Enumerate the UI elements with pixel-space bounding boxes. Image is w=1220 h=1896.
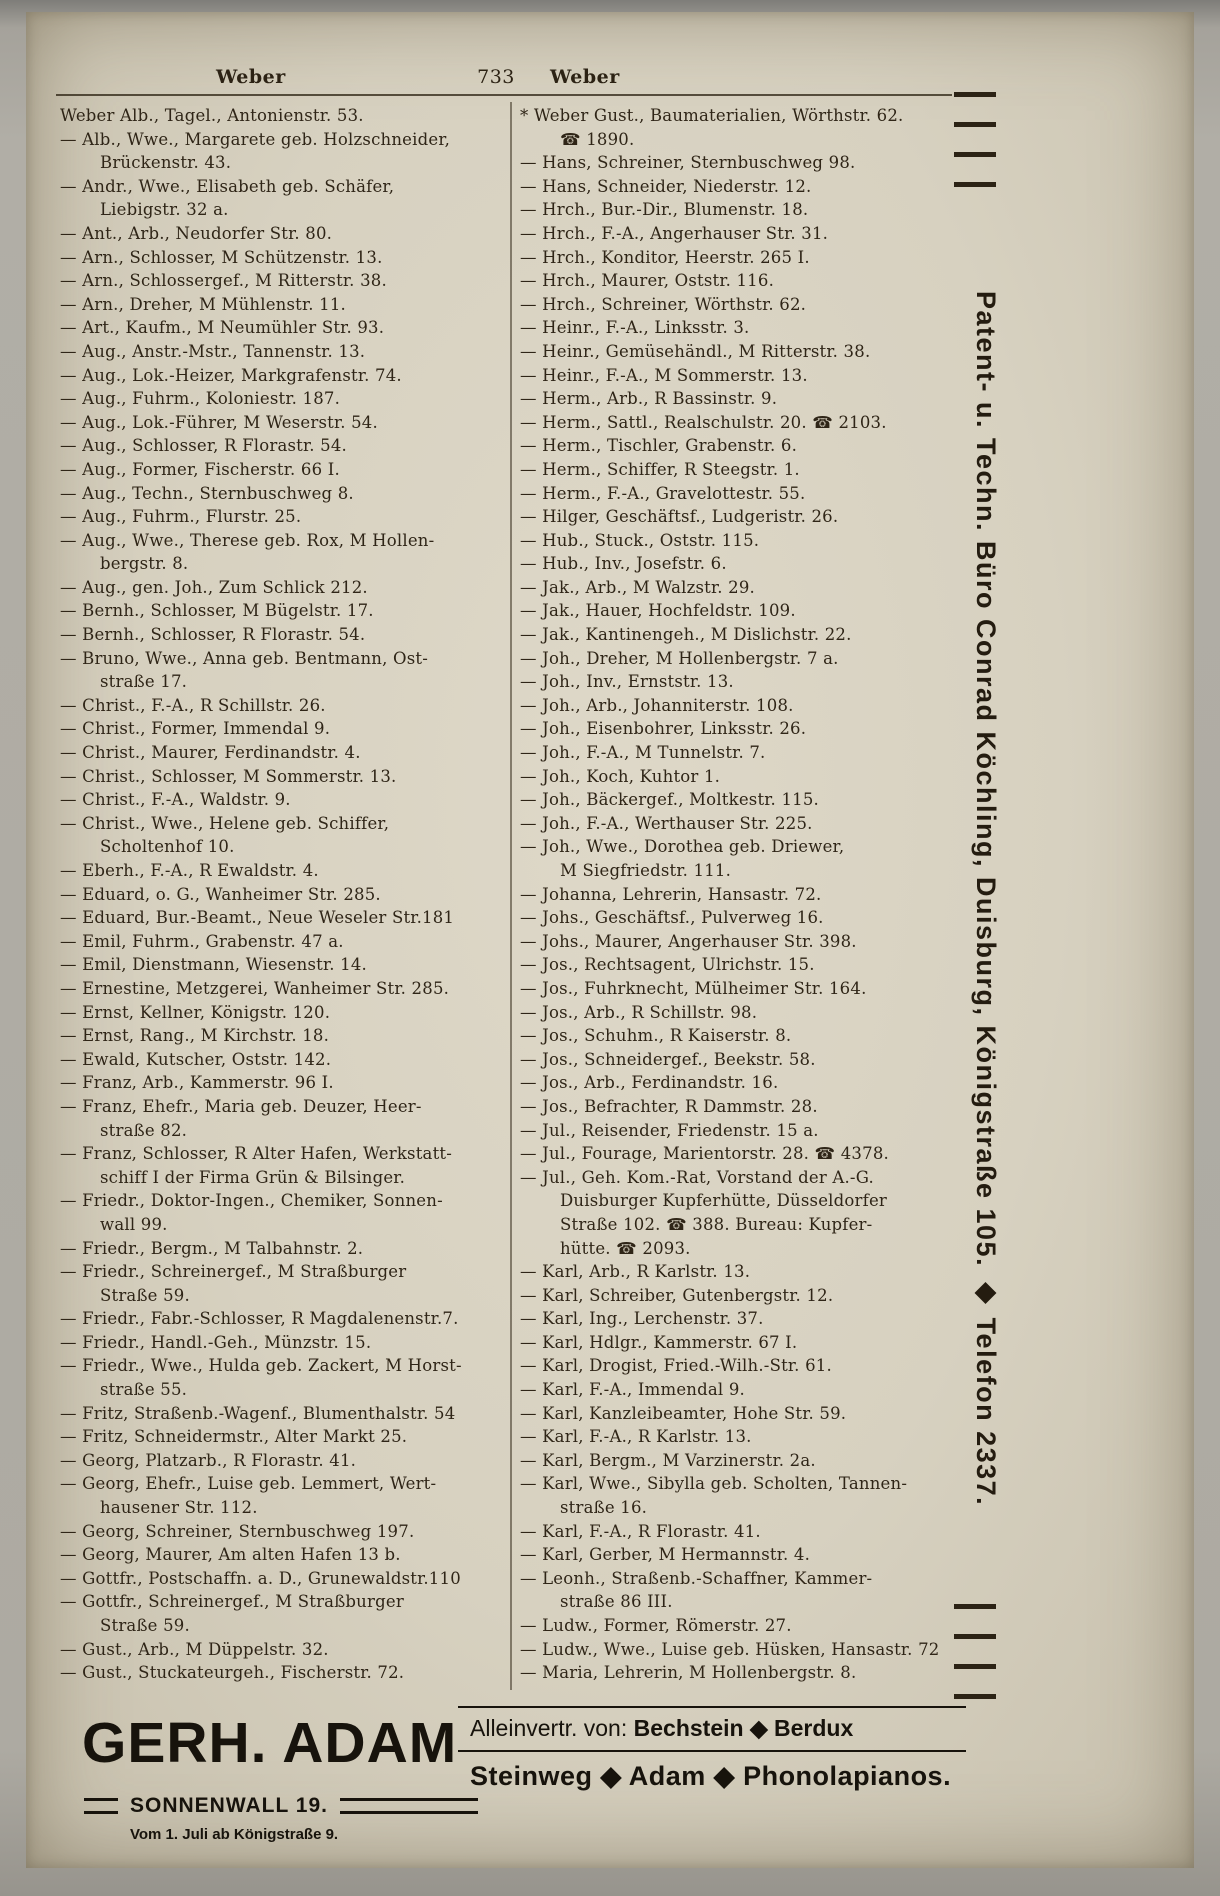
directory-entry-line: — Arn., Schlosser, M Schützenstr. 13.	[60, 247, 383, 267]
directory-entry-line: hütte. ☎ 2093.	[560, 1238, 691, 1258]
directory-entry-line: — Eduard, o. G., Wanheimer Str. 285.	[60, 884, 381, 904]
directory-entry-line: — Aug., Lok.-Heizer, Markgrafenstr. 74.	[60, 365, 402, 385]
directory-entry-line: — Andr., Wwe., Elisabeth geb. Schäfer,	[60, 176, 395, 196]
directory-entry-line: — Eberh., F.-A., R Ewaldstr. 4.	[60, 861, 319, 880]
directory-entry-line: — Joh., F.-A., Werthauser Str. 225.	[520, 813, 813, 833]
bottom-ad-products-line: Steinweg ◆ Adam ◆ Phonolapianos.	[470, 1761, 952, 1791]
directory-entry-line: — Heinr., F.-A., M Sommerstr. 13.	[520, 365, 808, 385]
directory-entry-line: — Friedr., Doktor-Ingen., Chemiker, Sonnen-	[60, 1191, 443, 1211]
directory-entry-line: — Hilger, Geschäftsf., Ludgeristr. 26.	[520, 507, 839, 527]
directory-entry-line: wall 99.	[100, 1214, 168, 1234]
directory-entry-line: — Georg, Schreiner, Sternbuschweg 197.	[60, 1521, 415, 1541]
directory-entry-line: — Joh., Bäckergef., Moltkestr. 115.	[520, 790, 819, 810]
directory-entry-line: — Friedr., Schreinergef., M Straßburger	[60, 1262, 407, 1282]
directory-entry-line: — Franz, Arb., Kammerstr. 96 I.	[60, 1073, 334, 1093]
directory-entry-line: straße 55.	[100, 1380, 188, 1400]
directory-entry-line: — Karl, Hdlgr., Kammerstr. 67 I.	[520, 1332, 798, 1352]
directory-entry-line: — Karl, F.-A., R Karlstr. 13.	[520, 1427, 752, 1447]
directory-entry-line: — Christ., F.-A., R Schillstr. 26.	[60, 695, 326, 715]
directory-entry-line: — Emil, Dienstmann, Wiesenstr. 14.	[60, 955, 367, 975]
column-divider-rule	[510, 102, 512, 1690]
directory-entry-line: straße 82.	[100, 1120, 188, 1140]
directory-entry-line: — Franz, Ehefr., Maria geb. Deuzer, Heer-	[60, 1096, 422, 1116]
directory-entry-line: — Friedr., Bergm., M Talbahnstr. 2.	[60, 1238, 364, 1258]
directory-entry-line: — Herm., F.-A., Gravelottestr. 55.	[520, 483, 806, 503]
directory-entry-line: — Jak., Kantinengeh., M Dislichstr. 22.	[520, 625, 852, 645]
directory-entry-line: — Gottfr., Postschaffn. a. D., Grunewaldstr.110	[60, 1568, 461, 1588]
directory-entry-line: — Ernst, Kellner, Königstr. 120.	[60, 1002, 331, 1022]
directory-entry-line: — Karl, Schreiber, Gutenbergstr. 12.	[520, 1285, 834, 1305]
directory-entry-line: — Aug., Wwe., Therese geb. Rox, M Hollen-	[60, 530, 435, 550]
directory-entry-line: — Jos., Schuhm., R Kaiserstr. 8.	[520, 1026, 792, 1046]
directory-entry-line: — Christ., Maurer, Ferdinandstr. 4.	[60, 743, 361, 763]
directory-entry-line: — Friedr., Wwe., Hulda geb. Zackert, M Horst-	[60, 1356, 462, 1376]
directory-entry-line: — Gust., Arb., M Düppelstr. 32.	[60, 1639, 329, 1659]
directory-entry-line: — Ewald, Kutscher, Oststr. 142.	[60, 1049, 332, 1069]
directory-entry-line: — Christ., Wwe., Helene geb. Schiffer,	[60, 813, 390, 833]
directory-entry-line: — Ludw., Wwe., Luise geb. Hüsken, Hansastr. 72	[520, 1639, 940, 1659]
directory-entry-line: ☎ 1890.	[560, 129, 635, 149]
bottom-ad-address-row	[84, 1794, 478, 1818]
directory-entry-line: hausener Str. 112.	[100, 1498, 258, 1518]
directory-entry-line: — Georg, Platzarb., R Florastr. 41.	[60, 1450, 357, 1470]
directory-entry-line: — Jos., Arb., Ferdinandstr. 16.	[520, 1073, 779, 1093]
directory-entry-line: — Herm., Tischler, Grabenstr. 6.	[520, 436, 798, 456]
directory-entry-line: — Aug., Anstr.-Mstr., Tannenstr. 13.	[60, 341, 366, 361]
directory-entry-line: — Jos., Befrachter, R Dammstr. 28.	[520, 1096, 818, 1116]
directory-entry-line: — Karl, Kanzleibeamter, Hohe Str. 59.	[520, 1403, 847, 1423]
directory-entry-line: Straße 59.	[100, 1616, 190, 1635]
directory-entry-line: Duisburger Kupferhütte, Düsseldorfer	[560, 1191, 887, 1211]
directory-entry-line: — Hub., Stuck., Oststr. 115.	[520, 530, 760, 550]
directory-entry-line: — Johs., Geschäftsf., Pulverweg 16.	[520, 908, 824, 928]
directory-entry-line: — Karl, F.-A., Immendal 9.	[520, 1380, 745, 1400]
directory-entry-line: — Arn., Dreher, M Mühlenstr. 11.	[60, 294, 347, 314]
directory-entry-line: — Hans, Schneider, Niederstr. 12.	[520, 176, 812, 196]
directory-entry-line: — Joh., Wwe., Dorothea geb. Driewer,	[520, 837, 845, 857]
directory-entry-line: — Joh., Dreher, M Hollenbergstr. 7 a.	[520, 648, 839, 668]
directory-entry-line: — Ludw., Former, Römerstr. 27.	[520, 1616, 792, 1635]
directory-column-right	[520, 104, 954, 1685]
directory-entry-line: — Friedr., Fabr.-Schlosser, R Magdalenenstr.7.	[60, 1309, 459, 1329]
directory-entry-line: Straße 59.	[100, 1285, 190, 1305]
double-rule-right	[340, 1798, 478, 1814]
directory-entry-line: — Karl, Arb., R Karlstr. 13.	[520, 1262, 751, 1282]
directory-entry-line: — Jul., Fourage, Marientorstr. 28. ☎ 4378.	[520, 1144, 889, 1164]
directory-entry-line: — Hrch., Schreiner, Wörthstr. 62.	[520, 294, 807, 314]
directory-entry-line: — Arn., Schlossergef., M Ritterstr. 38.	[60, 271, 387, 291]
directory-entry-line: — Jul., Reisender, Friedenstr. 15 a.	[520, 1120, 819, 1140]
directory-entry-line: Liebigstr. 32 a.	[100, 200, 229, 220]
directory-entry-line: straße 86 III.	[560, 1592, 673, 1612]
directory-entry-line: — Aug., Fuhrm., Flurstr. 25.	[60, 507, 302, 527]
directory-entry-line: — Aug., Former, Fischerstr. 66 I.	[60, 459, 340, 479]
directory-entry-line: — Ant., Arb., Neudorfer Str. 80.	[60, 223, 333, 243]
directory-entry-line: — Joh., F.-A., M Tunnelstr. 7.	[520, 743, 766, 763]
directory-entry-line: — Joh., Koch, Kuhtor 1.	[520, 766, 721, 786]
directory-entry-line: — Aug., Techn., Sternbuschweg 8.	[60, 483, 354, 503]
directory-entry-line: — Jos., Fuhrknecht, Mülheimer Str. 164.	[520, 978, 867, 998]
directory-entry-line: straße 16.	[560, 1498, 648, 1518]
vertical-margin-ad: Patent- u. Techn. Büro Conrad Köchling, Duisburg, Königstraße 105. ◆ Telefon 2337.	[971, 291, 1001, 1507]
directory-entry-line: — Hub., Inv., Josefstr. 6.	[520, 554, 727, 574]
directory-entry-line: — Ernestine, Metzgerei, Wanheimer Str. 285.	[60, 978, 450, 998]
directory-entry-line: — Art., Kaufm., M Neumühler Str. 93.	[60, 318, 385, 338]
directory-entry-line: — Aug., Fuhrm., Koloniestr. 187.	[60, 389, 341, 409]
directory-entry-line: — Karl, Wwe., Sibylla geb. Scholten, Tannen-	[520, 1474, 908, 1494]
directory-entry-line: * Weber Gust., Baumaterialien, Wörthstr. 62.	[520, 106, 904, 125]
directory-entry-line: — Christ., Former, Immendal 9.	[60, 719, 331, 739]
directory-entry-line: straße 17.	[100, 672, 188, 692]
directory-entry-line: — Jos., Rechtsagent, Ulrichstr. 15.	[520, 955, 815, 975]
ad-distributor-brands: Bechstein ◆ Berdux	[633, 1715, 854, 1741]
directory-entry-line: bergstr. 8.	[100, 554, 189, 574]
directory-entry-line: Brückenstr. 43.	[100, 153, 232, 173]
directory-entry-line: — Karl, F.-A., R Florastr. 41.	[520, 1521, 761, 1541]
directory-entry-line: — Franz, Schlosser, R Alter Hafen, Werkstatt-	[60, 1144, 453, 1164]
directory-entry-line: — Maria, Lehrerin, M Hollenbergstr. 8.	[520, 1663, 857, 1683]
header-rule	[56, 94, 952, 96]
directory-entry-line: — Hrch., Maurer, Oststr. 116.	[520, 271, 775, 291]
double-rule-left	[84, 1798, 118, 1814]
directory-entry-line: — Aug., gen. Joh., Zum Schlick 212.	[60, 577, 368, 597]
directory-entry-line: — Karl, Bergm., M Varzinerstr. 2a.	[520, 1450, 816, 1470]
header-catchword-left: Weber	[216, 66, 286, 88]
directory-entry-line: — Friedr., Handl.-Geh., Münzstr. 15.	[60, 1332, 372, 1352]
directory-entry-line: Weber Alb., Tagel., Antonienstr. 53.	[60, 106, 364, 125]
directory-entry-line: — Georg, Ehefr., Luise geb. Lemmert, Wert-	[60, 1474, 437, 1494]
directory-entry-line: — Alb., Wwe., Margarete geb. Holzschneider,	[60, 129, 451, 149]
directory-entry-line: — Jos., Schneidergef., Beekstr. 58.	[520, 1049, 816, 1069]
directory-entry-line: — Joh., Inv., Ernststr. 13.	[520, 672, 734, 692]
directory-entry-line: — Karl, Gerber, M Hermannstr. 4.	[520, 1545, 811, 1565]
directory-entry-line: Straße 102. ☎ 388. Bureau: Kupfer-	[560, 1214, 873, 1234]
paper-sheet	[26, 12, 1194, 1868]
directory-entry-line: — Christ., Schlosser, M Sommerstr. 13.	[60, 766, 397, 786]
directory-entry-line: — Fritz, Schneidermstr., Alter Markt 25.	[60, 1427, 408, 1447]
directory-entry-line: — Gust., Stuckateurgeh., Fischerstr. 72.	[60, 1663, 405, 1683]
directory-entry-line: — Hrch., F.-A., Angerhauser Str. 31.	[520, 223, 829, 243]
directory-entry-line: M Siegfriedstr. 111.	[560, 861, 732, 880]
directory-entry-line: — Hans, Schreiner, Sternbuschweg 98.	[520, 153, 856, 173]
directory-entry-line: — Ernst, Rang., M Kirchstr. 18.	[60, 1026, 330, 1046]
header-catchword-right: Weber	[550, 66, 620, 88]
bottom-ad-company-name: GERH. ADAM	[82, 1711, 458, 1775]
directory-entry-line: — Joh., Arb., Johanniterstr. 108.	[520, 695, 794, 715]
directory-entry-line: — Hrch., Konditor, Heerstr. 265 I.	[520, 247, 810, 267]
bottom-ad-distributor-line	[458, 1708, 966, 1750]
directory-entry-line: — Herm., Sattl., Realschulstr. 20. ☎ 2103.	[520, 412, 887, 432]
directory-entry-line: — Eduard, Bur.-Beamt., Neue Weseler Str.181	[60, 908, 455, 928]
directory-entry-line: — Bernh., Schlosser, M Bügelstr. 17.	[60, 601, 374, 621]
directory-entry-line: — Jul., Geh. Kom.-Rat, Vorstand der A.-G.	[520, 1167, 874, 1187]
directory-entry-line: — Heinr., F.-A., Linksstr. 3.	[520, 318, 750, 338]
directory-entry-line: — Jos., Arb., R Schillstr. 98.	[520, 1002, 758, 1022]
directory-entry-line: — Karl, Drogist, Fried.-Wilh.-Str. 61.	[520, 1356, 832, 1376]
bottom-ad-distributor-block	[458, 1706, 966, 1792]
page-number: 733	[477, 66, 515, 88]
directory-column-left	[60, 104, 508, 1685]
directory-entry-line: — Christ., F.-A., Waldstr. 9.	[60, 790, 291, 810]
directory-entry-line: — Bernh., Schlosser, R Florastr. 54.	[60, 625, 366, 645]
directory-entry-line: — Bruno, Wwe., Anna geb. Bentmann, Ost-	[60, 648, 429, 668]
directory-entry-line: — Karl, Ing., Lerchenstr. 37.	[520, 1309, 764, 1329]
directory-entry-line: Scholtenhof 10.	[100, 837, 235, 857]
directory-entry-line: — Heinr., Gemüsehändl., M Ritterstr. 38.	[520, 341, 871, 361]
directory-entry-line: — Jak., Arb., M Walzstr. 29.	[520, 577, 756, 597]
directory-entry-line: — Herm., Schiffer, R Steegstr. 1.	[520, 459, 800, 479]
bottom-ad-address: SONNENWALL 19.	[130, 1794, 328, 1817]
directory-entry-line: — Hrch., Bur.-Dir., Blumenstr. 18.	[520, 200, 809, 220]
directory-entry-line: — Johs., Maurer, Angerhauser Str. 398.	[520, 931, 857, 951]
bottom-ad-note: Vom 1. Juli ab Königstraße 9.	[130, 1826, 339, 1843]
directory-entry-line: — Aug., Lok.-Führer, M Weserstr. 54.	[60, 412, 378, 432]
directory-entry-line: schiff I der Firma Grün & Bilsinger.	[100, 1167, 406, 1187]
directory-entry-line: — Joh., Eisenbohrer, Linksstr. 26.	[520, 719, 807, 739]
directory-entry-line: — Leonh., Straßenb.-Schaffner, Kammer-	[520, 1568, 873, 1588]
directory-entry-line: — Georg, Maurer, Am alten Hafen 13 b.	[60, 1545, 401, 1565]
directory-entry-line: — Gottfr., Schreinergef., M Straßburger	[60, 1592, 404, 1612]
directory-entry-line: — Fritz, Straßenb.-Wagenf., Blumenthalstr. 54	[60, 1403, 456, 1423]
ad-distributor-prefix: Alleinvertr. von:	[470, 1715, 628, 1741]
directory-entry-line: — Emil, Fuhrm., Grabenstr. 47 a.	[60, 931, 344, 951]
directory-entry-line: — Johanna, Lehrerin, Hansastr. 72.	[520, 884, 822, 904]
directory-entry-line: — Jak., Hauer, Hochfeldstr. 109.	[520, 601, 796, 621]
directory-entry-line: — Aug., Schlosser, R Florastr. 54.	[60, 436, 347, 456]
directory-entry-line: — Herm., Arb., R Bassinstr. 9.	[520, 389, 778, 409]
